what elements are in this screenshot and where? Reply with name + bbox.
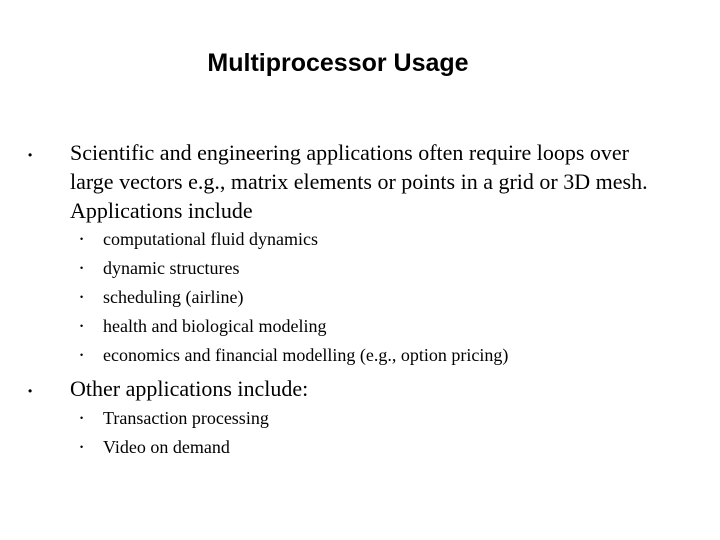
sub-bullet-icon: • xyxy=(80,263,84,273)
sub-bullet-text: computational fluid dynamics xyxy=(103,229,318,249)
sub-bullet-icon: • xyxy=(80,442,84,452)
sub-bullet-icon: • xyxy=(80,234,84,244)
sub-bullet-icon: • xyxy=(80,321,84,331)
slide-title: Multiprocessor Usage xyxy=(207,49,469,77)
sub-bullet-text: dynamic structures xyxy=(103,258,240,278)
bullet-icon: • xyxy=(28,384,33,398)
sub-bullet-text: economics and financial modelling (e.g., option pricing) xyxy=(103,345,509,365)
bullet-text: Other applications include: xyxy=(70,376,309,401)
bullet-text: Scientific and engineering applications often require loops over large vectors e.g., matrix elements or points in a grid or 3D mesh. Applications include xyxy=(70,140,648,223)
sub-bullet-text: Video on demand xyxy=(103,437,230,457)
sub-bullet-text: scheduling (airline) xyxy=(103,287,244,307)
sub-bullet-icon: • xyxy=(80,292,84,302)
sub-bullet-icon: • xyxy=(80,350,84,360)
sub-bullet-icon: • xyxy=(80,413,84,423)
bullet-icon: • xyxy=(28,148,33,162)
sub-bullet-text: Transaction processing xyxy=(103,408,269,428)
sub-bullet-text: health and biological modeling xyxy=(103,316,327,336)
